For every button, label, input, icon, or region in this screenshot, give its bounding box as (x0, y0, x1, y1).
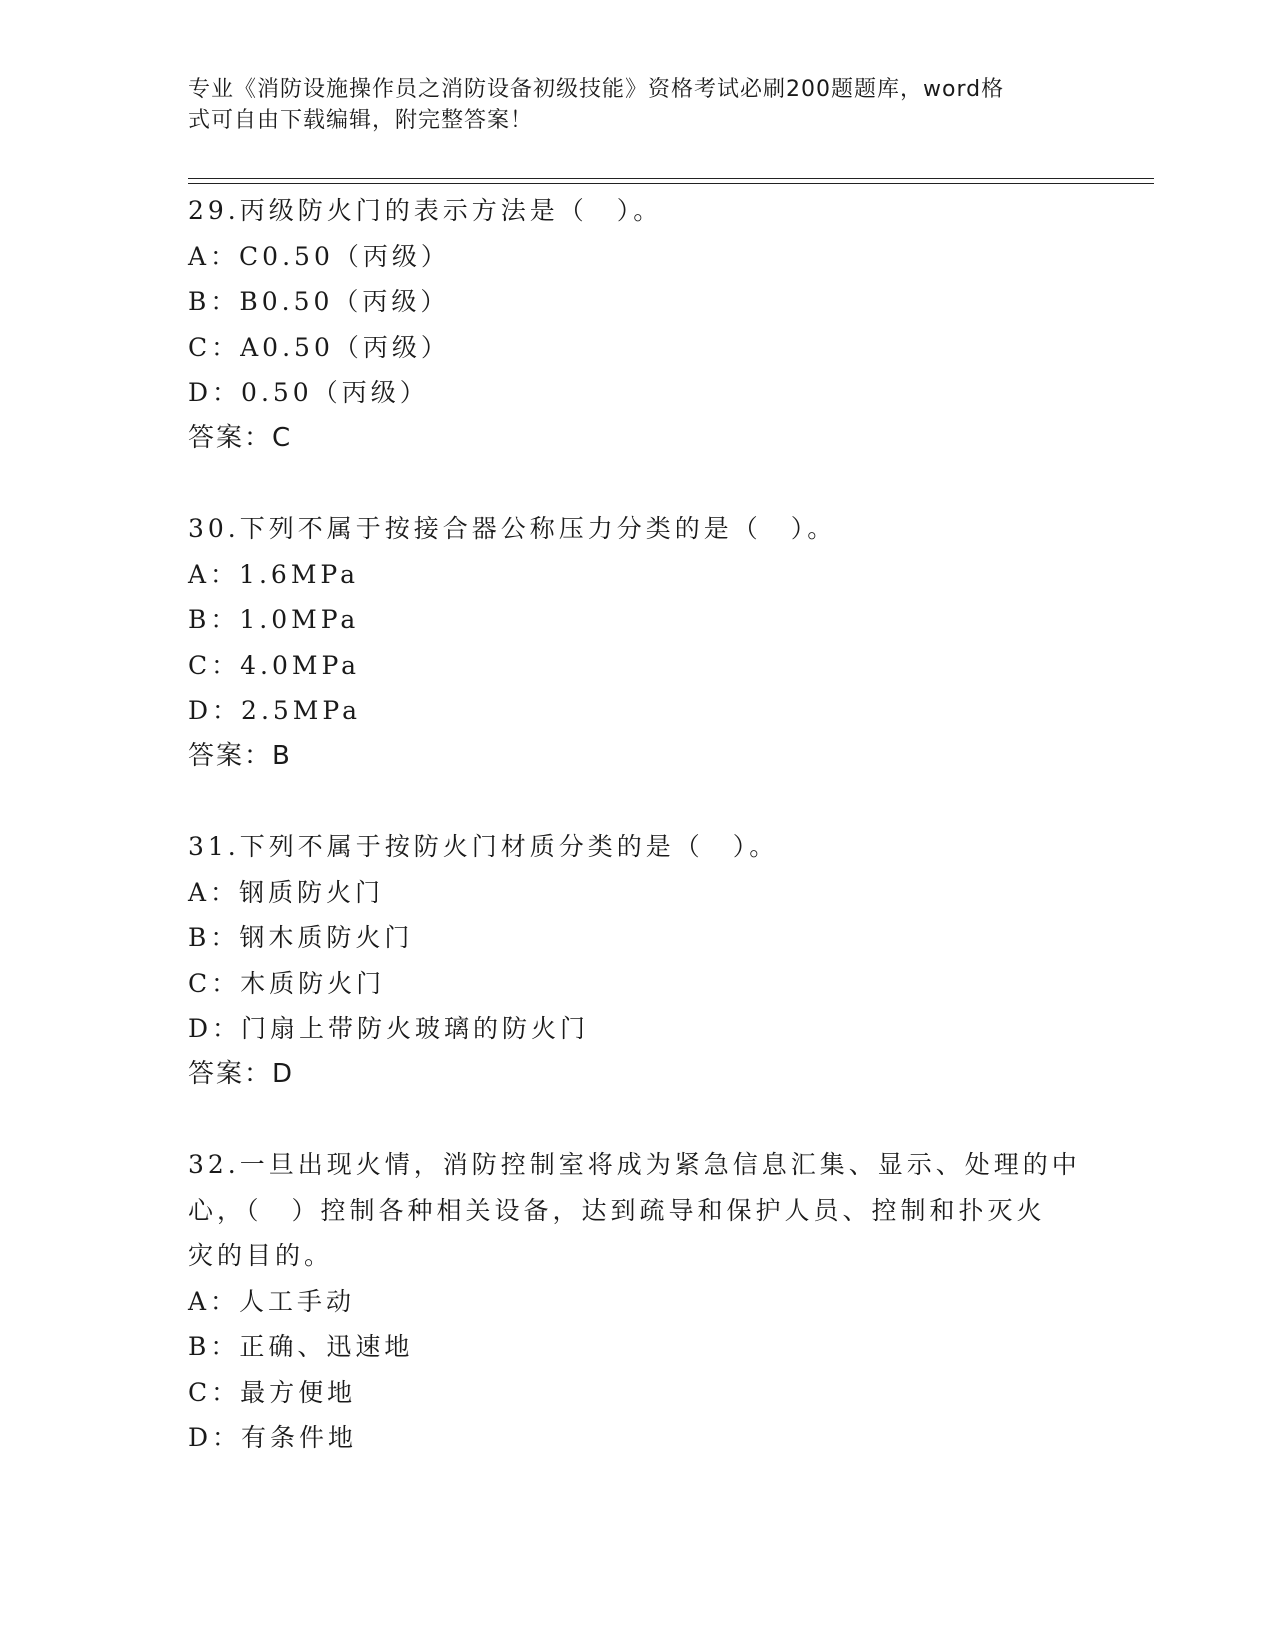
question-31 (188, 824, 1088, 1097)
question-stem: 29.丙级防火门的表示方法是（ ）。 (188, 196, 663, 225)
option-d: D：0.50（丙级） (188, 378, 429, 407)
header-line-1: 专业《消防设施操作员之消防设备初级技能》资格考试必刷200题题库，word格 (188, 77, 1005, 102)
option-b: B：钢木质防火门 (188, 923, 414, 952)
question-stem: 31.下列不属于按防火门材质分类的是（ ）。 (188, 832, 779, 861)
question-32 (188, 1142, 1088, 1461)
option-b: B：正确、迅速地 (188, 1332, 414, 1361)
option-d: D：有条件地 (188, 1423, 358, 1452)
question-29 (188, 188, 1088, 461)
question-stem-line-1: 32.一旦出现火情，消防控制室将成为紧急信息汇集、显示、处理的中 (188, 1150, 1081, 1179)
question-stem-line-3: 灾的目的。 (188, 1241, 334, 1270)
option-c: C：4.0MPa (188, 650, 361, 680)
answer-text: 答案：B (188, 740, 292, 771)
option-c: C：木质防火门 (188, 968, 386, 998)
option-a: A：C0.50（丙级） (188, 241, 450, 271)
option-d: D：2.5MPa (188, 696, 362, 725)
question-list (188, 188, 1088, 1506)
question-stem-line-2: 心，（ ）控制各种相关设备，达到疏导和保护人员、控制和扑灭火 (188, 1195, 1046, 1225)
question-stem: 30.下列不属于按接合器公称压力分类的是（ ）。 (188, 514, 837, 543)
document-header (188, 74, 1068, 136)
answer-text: 答案：C (188, 422, 293, 453)
header-line-2: 式可自由下载编辑，附完整答案！ (188, 108, 534, 133)
option-a: A：1.6MPa (188, 559, 360, 589)
option-d: D：门扇上带防火玻璃的防火门 (188, 1014, 590, 1043)
option-c: C：A0.50（丙级） (188, 332, 450, 362)
option-b: B：1.0MPa (188, 605, 360, 634)
option-a: A：人工手动 (188, 1286, 356, 1316)
option-a: A：钢质防火门 (188, 877, 385, 907)
header-divider-bottom (188, 183, 1154, 184)
option-c: C：最方便地 (188, 1377, 357, 1407)
answer-text: 答案：D (188, 1058, 295, 1089)
header-divider-top (188, 178, 1154, 179)
option-b: B：B0.50（丙级） (188, 287, 450, 316)
question-30 (188, 506, 1088, 779)
